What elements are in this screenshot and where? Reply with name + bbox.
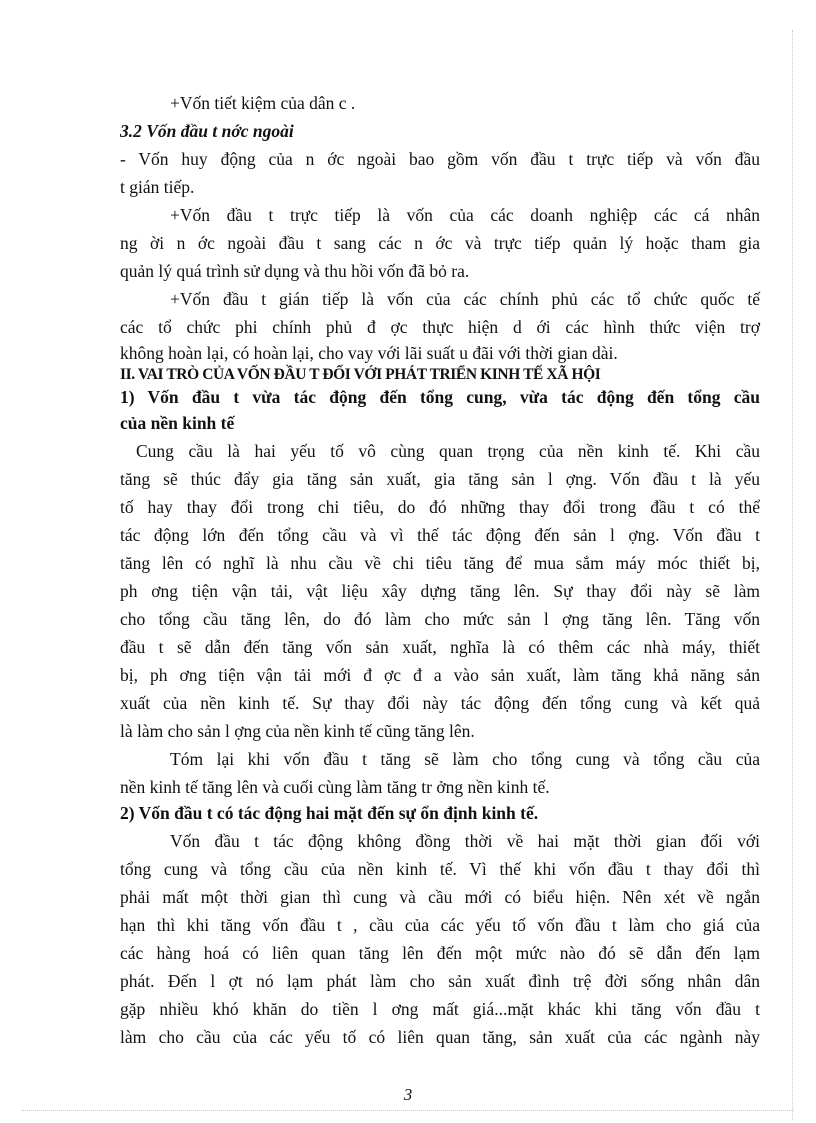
paragraph-line: đầu t sẽ dẫn đến tăng vốn sản xuất, nghĩa là có thêm các nhà máy, thiết xyxy=(120,637,760,657)
chapter-heading-ii: II. VAI TRÒ CỦA VỐN ĐẦU T ĐỐI VỚI PHÁT TRIỂN KINH TẾ XÃ HỘI xyxy=(120,366,601,383)
paragraph-line: cho tổng cầu tăng lên, do đó làm cho mức sản l ợng tăng lên. Tăng vốn xyxy=(120,609,760,629)
paragraph-line: xuất của nền kinh tế. Sự thay đổi này tác động đến tổng cung và kết quả xyxy=(120,693,760,713)
savings-capital-item: +Vốn tiết kiệm của dân c . xyxy=(170,93,356,113)
paragraph-line: Cung cầu là hai yếu tố vô cùng quan trọng của nền kinh tế. Khi cầu xyxy=(136,441,760,461)
paragraph-line: phải mất một thời gian thì cung và cầu mới có biểu hiện. Nên xét về ngắn xyxy=(120,887,760,907)
paragraph-line: ng ời n ớc ngoài đầu t sang các n ớc và trực tiếp quản lý hoặc tham gia xyxy=(120,233,760,253)
paragraph-line: - Vốn huy động của n ớc ngoài bao gồm vốn đầu t trực tiếp và vốn đầu xyxy=(120,149,760,169)
paragraph-line: tác động lớn đến tổng cầu và vì thế tác động đến sản l ợng. Vốn đầu t xyxy=(120,525,760,545)
paragraph-line: tăng sẽ thúc đẩy gia tăng sản xuất, gia tăng sản l ợng. Vốn đầu t là yếu xyxy=(120,469,760,489)
paragraph-line: hạn thì khi tăng vốn đầu t , cầu của các yếu tố vốn đầu t làm cho giá của xyxy=(120,915,760,935)
page-number: 3 xyxy=(403,1085,413,1104)
paragraph-line: các hàng hoá có liên quan tăng lên đến một mức nào đó sẽ dẫn đến lạm xyxy=(120,943,760,963)
paragraph-line: t gián tiếp. xyxy=(120,177,195,197)
paragraph-line: ph ơng tiện vận tải, vật liệu xây dựng tăng lên. Sự thay đổi này sẽ làm xyxy=(120,581,760,601)
paragraph-line: phát. Đến l ợt nó lạm phát làm cho sản xuất đình trệ đời sống nhân dân xyxy=(120,971,760,991)
paragraph-line: gặp nhiều khó khăn do tiền l ơng mất giá...mặt khác khi tăng vốn đầu t xyxy=(120,999,760,1019)
paragraph-line: tổng cung và tổng cầu của nền kinh tế. Vì thế khi vốn đầu t thay đổi thì xyxy=(120,859,760,879)
paragraph-line: không hoàn lại, có hoàn lại, cho vay với lãi suất u đãi với thời gian dài. xyxy=(120,343,618,363)
paragraph-line: là làm cho sản l ợng của nền kinh tế cũng tăng lên. xyxy=(120,721,475,741)
paragraph-line: Tóm lại khi vốn đầu t tăng sẽ làm cho tổng cung và tổng cầu của xyxy=(170,749,760,769)
paragraph-line: +Vốn đầu t trực tiếp là vốn của các doanh nghiệp các cá nhân xyxy=(170,205,760,225)
subheading-1-cont: của nền kinh tế xyxy=(120,413,235,433)
section-heading-3-2: 3.2 Vốn đầu t nớc ngoài xyxy=(120,121,294,141)
paragraph-line: nền kinh tế tăng lên và cuối cùng làm tăng tr ởng nền kinh tế. xyxy=(120,777,550,797)
paragraph-line: Vốn đầu t tác động không đồng thời về hai mặt thời gian đối với xyxy=(170,831,760,851)
subheading-2: 2) Vốn đầu t có tác động hai mặt đến sự ổn định kinh tế. xyxy=(120,803,539,823)
paragraph-line: bị, ph ơng tiện vận tải mới đ ợc đ a vào sản xuất, làm tăng khả năng sản xyxy=(120,665,760,685)
paragraph-line: +Vốn đầu t gián tiếp là vốn của các chính phủ các tổ chức quốc tế xyxy=(170,289,760,309)
paragraph-line: làm cho cầu của các yếu tố có liên quan tăng, sản xuất của các ngành này xyxy=(120,1027,760,1047)
paragraph-line: các tổ chức phi chính phủ đ ợc thực hiện d ới các hình thức viện trợ xyxy=(120,317,760,337)
subheading-1: 1) Vốn đầu t vừa tác động đến tổng cung, vừa tác động đến tổng cầu xyxy=(120,387,760,407)
page-border-right xyxy=(792,30,793,1120)
paragraph-line: tố hay thay đổi trong chi tiêu, do đó những thay đổi trong đầu t có thể xyxy=(120,497,760,517)
paragraph-line: tăng lên có nghĩ là nhu cầu về chi tiêu tăng để mua sắm máy móc thiết bị, xyxy=(120,553,760,573)
page-border-bottom xyxy=(22,1110,794,1111)
paragraph-line: quản lý quá trình sử dụng và thu hồi vốn đã bỏ ra. xyxy=(120,261,470,281)
